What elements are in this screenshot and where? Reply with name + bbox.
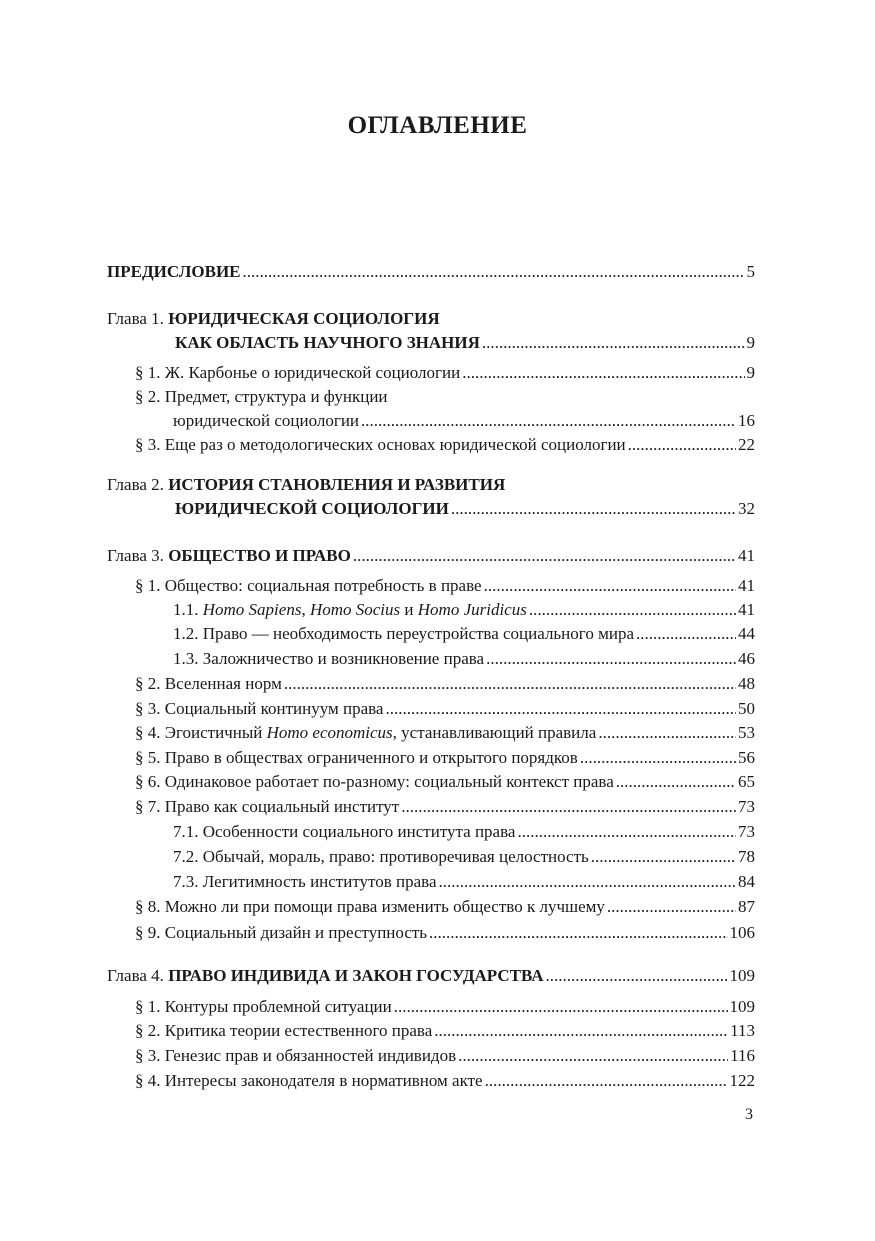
leader-dots xyxy=(607,895,736,919)
section-title: § 9. Социальный дизайн и преступность xyxy=(135,923,428,942)
toc-section[interactable] xyxy=(107,361,755,385)
toc-section[interactable] xyxy=(107,1019,755,1043)
leader-dots xyxy=(385,697,736,721)
toc-section-cont[interactable] xyxy=(107,409,755,433)
section-title: § 1. Контуры проблемной ситуации xyxy=(135,997,392,1016)
leader-dots xyxy=(482,331,745,355)
toc-page-number: 41 xyxy=(738,546,755,565)
section-title: § 4. Эгоистичный Homo economicus, устанавливающий правила xyxy=(135,723,597,742)
leader-dots xyxy=(361,409,736,433)
toc-subsection[interactable] xyxy=(107,598,755,622)
toc-page-number: 32 xyxy=(738,499,755,518)
toc-section[interactable] xyxy=(107,672,755,696)
leader-dots xyxy=(451,497,736,521)
toc-page-number: 73 xyxy=(738,822,755,841)
toc-section[interactable] xyxy=(107,1044,755,1068)
toc-page-number: 16 xyxy=(738,411,755,430)
subsection-title: 7.2. Обычай, мораль, право: противоречивая целостность xyxy=(173,847,589,866)
leader-dots xyxy=(401,795,736,819)
leader-dots xyxy=(394,995,728,1019)
toc-page-number: 41 xyxy=(738,600,755,619)
toc-chapter-1-line2[interactable] xyxy=(107,331,755,355)
section-title: § 2. Предмет, структура и функции xyxy=(135,387,388,406)
toc-section[interactable] xyxy=(107,746,755,770)
chapter-title: ОБЩЕСТВО И ПРАВО xyxy=(168,546,351,565)
section-title: § 7. Право как социальный институт xyxy=(135,797,400,816)
leader-dots xyxy=(458,1044,728,1068)
leader-dots xyxy=(598,721,736,745)
leader-dots xyxy=(484,574,736,598)
leader-dots xyxy=(353,544,736,568)
toc-entry-title: ПРЕДИСЛОВИЕ xyxy=(107,262,241,281)
leader-dots xyxy=(616,770,736,794)
toc-chapter-1-line1[interactable] xyxy=(107,307,755,331)
chapter-title: КАК ОБЛАСТЬ НАУЧНОГО ЗНАНИЯ xyxy=(175,333,480,352)
toc-chapter-4[interactable] xyxy=(107,964,755,988)
chapter-title: ЮРИДИЧЕСКОЙ СОЦИОЛОГИИ xyxy=(175,499,449,518)
subsection-title: 1.1. Homo Sapiens, Homo Socius и Homo Juridicus xyxy=(173,600,527,619)
toc-subsection[interactable] xyxy=(107,845,755,869)
section-title: § 3. Социальный континуум права xyxy=(135,699,384,718)
toc-subsection[interactable] xyxy=(107,870,755,894)
section-title: § 1. Общество: социальная потребность в праве xyxy=(135,576,482,595)
toc-page-number: 9 xyxy=(746,363,755,382)
section-title: § 5. Право в обществах ограниченного и открытого порядков xyxy=(135,748,578,767)
toc-subsection[interactable] xyxy=(107,622,755,646)
leader-dots xyxy=(434,1019,728,1043)
toc-section[interactable] xyxy=(107,770,755,794)
leader-dots xyxy=(591,845,736,869)
chapter-prefix: Глава 4. xyxy=(107,966,164,985)
subsection-title: 1.2. Право — необходимость переустройства социального мира xyxy=(173,624,634,643)
toc-section[interactable] xyxy=(107,1069,755,1093)
leader-dots xyxy=(486,647,736,671)
subsection-title: 7.3. Легитимность институтов права xyxy=(173,872,437,891)
toc-page-number: 9 xyxy=(746,333,755,352)
toc-page-number: 41 xyxy=(738,576,755,595)
toc-section[interactable] xyxy=(107,921,755,945)
toc-section[interactable] xyxy=(107,433,755,457)
subsection-title: 1.3. Заложничество и возникновение права xyxy=(173,649,485,668)
page-title: ОГЛАВЛЕНИЕ xyxy=(347,112,528,139)
toc-section[interactable] xyxy=(107,995,755,1019)
chapter-title: ЮРИДИЧЕСКАЯ СОЦИОЛОГИЯ xyxy=(168,309,440,328)
chapter-prefix: Глава 3. xyxy=(107,546,164,565)
toc-page-number: 109 xyxy=(729,966,755,985)
toc-page-number: 5 xyxy=(746,262,755,281)
toc-section[interactable] xyxy=(107,697,755,721)
toc-page-number: 46 xyxy=(738,649,755,668)
section-title: § 6. Одинаковое работает по-разному: социальный контекст права xyxy=(135,772,614,791)
toc-subsection[interactable] xyxy=(107,647,755,671)
section-title: § 8. Можно ли при помощи права изменить общество к лучшему xyxy=(135,897,605,916)
leader-dots xyxy=(636,622,736,646)
toc-page-number: 53 xyxy=(738,723,755,742)
leader-dots xyxy=(462,361,744,385)
chapter-prefix: Глава 1. xyxy=(107,309,164,328)
toc-page-number: 84 xyxy=(738,872,755,891)
toc-section[interactable] xyxy=(107,721,755,745)
toc-page-number: 73 xyxy=(738,797,755,816)
toc-page-number: 87 xyxy=(738,897,755,916)
toc-page-number: 106 xyxy=(729,923,755,942)
toc-page-number: 48 xyxy=(738,674,755,693)
leader-dots xyxy=(243,260,745,284)
toc-section[interactable] xyxy=(107,574,755,598)
toc-page-number: 109 xyxy=(729,997,755,1016)
section-title: § 3. Генезис прав и обязанностей индивидов xyxy=(135,1046,457,1065)
toc-page-number: 65 xyxy=(738,772,755,791)
toc-chapter-2-line1[interactable] xyxy=(107,473,755,497)
leader-dots xyxy=(529,598,736,622)
toc-entry-preface[interactable] xyxy=(107,260,755,284)
leader-dots xyxy=(429,921,727,945)
section-title: § 2. Вселенная норм xyxy=(135,674,282,693)
toc-chapter-2-line2[interactable] xyxy=(107,497,755,521)
toc-page-number: 50 xyxy=(738,699,755,718)
toc-page-number: 56 xyxy=(738,748,755,767)
leader-dots xyxy=(546,964,728,988)
section-title: § 2. Критика теории естественного права xyxy=(135,1021,433,1040)
leader-dots xyxy=(439,870,736,894)
toc-page-number: 122 xyxy=(729,1071,755,1090)
leader-dots xyxy=(580,746,736,770)
toc-subsection[interactable] xyxy=(107,820,755,844)
toc-page-number: 44 xyxy=(738,624,755,643)
section-title: § 1. Ж. Карбонье о юридической социологии xyxy=(135,363,461,382)
chapter-title: ИСТОРИЯ СТАНОВЛЕНИЯ И РАЗВИТИЯ xyxy=(168,475,506,494)
leader-dots xyxy=(628,433,736,457)
toc-page-number: 78 xyxy=(738,847,755,866)
toc-page-number: 116 xyxy=(730,1046,755,1065)
toc-page-number: 113 xyxy=(730,1021,755,1040)
leader-dots xyxy=(485,1069,728,1093)
leader-dots xyxy=(284,672,736,696)
toc-section[interactable] xyxy=(107,895,755,919)
section-title: юридической социологии xyxy=(173,411,360,430)
chapter-title: ПРАВО ИНДИВИДА И ЗАКОН ГОСУДАРСТВА xyxy=(168,966,544,985)
chapter-prefix: Глава 2. xyxy=(107,475,164,494)
page-number: 3 xyxy=(745,1106,753,1123)
section-title: § 3. Еще раз о методологических основах юридической социологии xyxy=(135,435,626,454)
toc-chapter-3[interactable] xyxy=(107,544,755,568)
leader-dots xyxy=(517,820,736,844)
toc-section[interactable] xyxy=(107,795,755,819)
section-title: § 4. Интересы законодателя в нормативном акте xyxy=(135,1071,483,1090)
toc-section[interactable] xyxy=(107,385,755,409)
subsection-title: 7.1. Особенности социального института права xyxy=(173,822,516,841)
toc-page-number: 22 xyxy=(738,435,755,454)
